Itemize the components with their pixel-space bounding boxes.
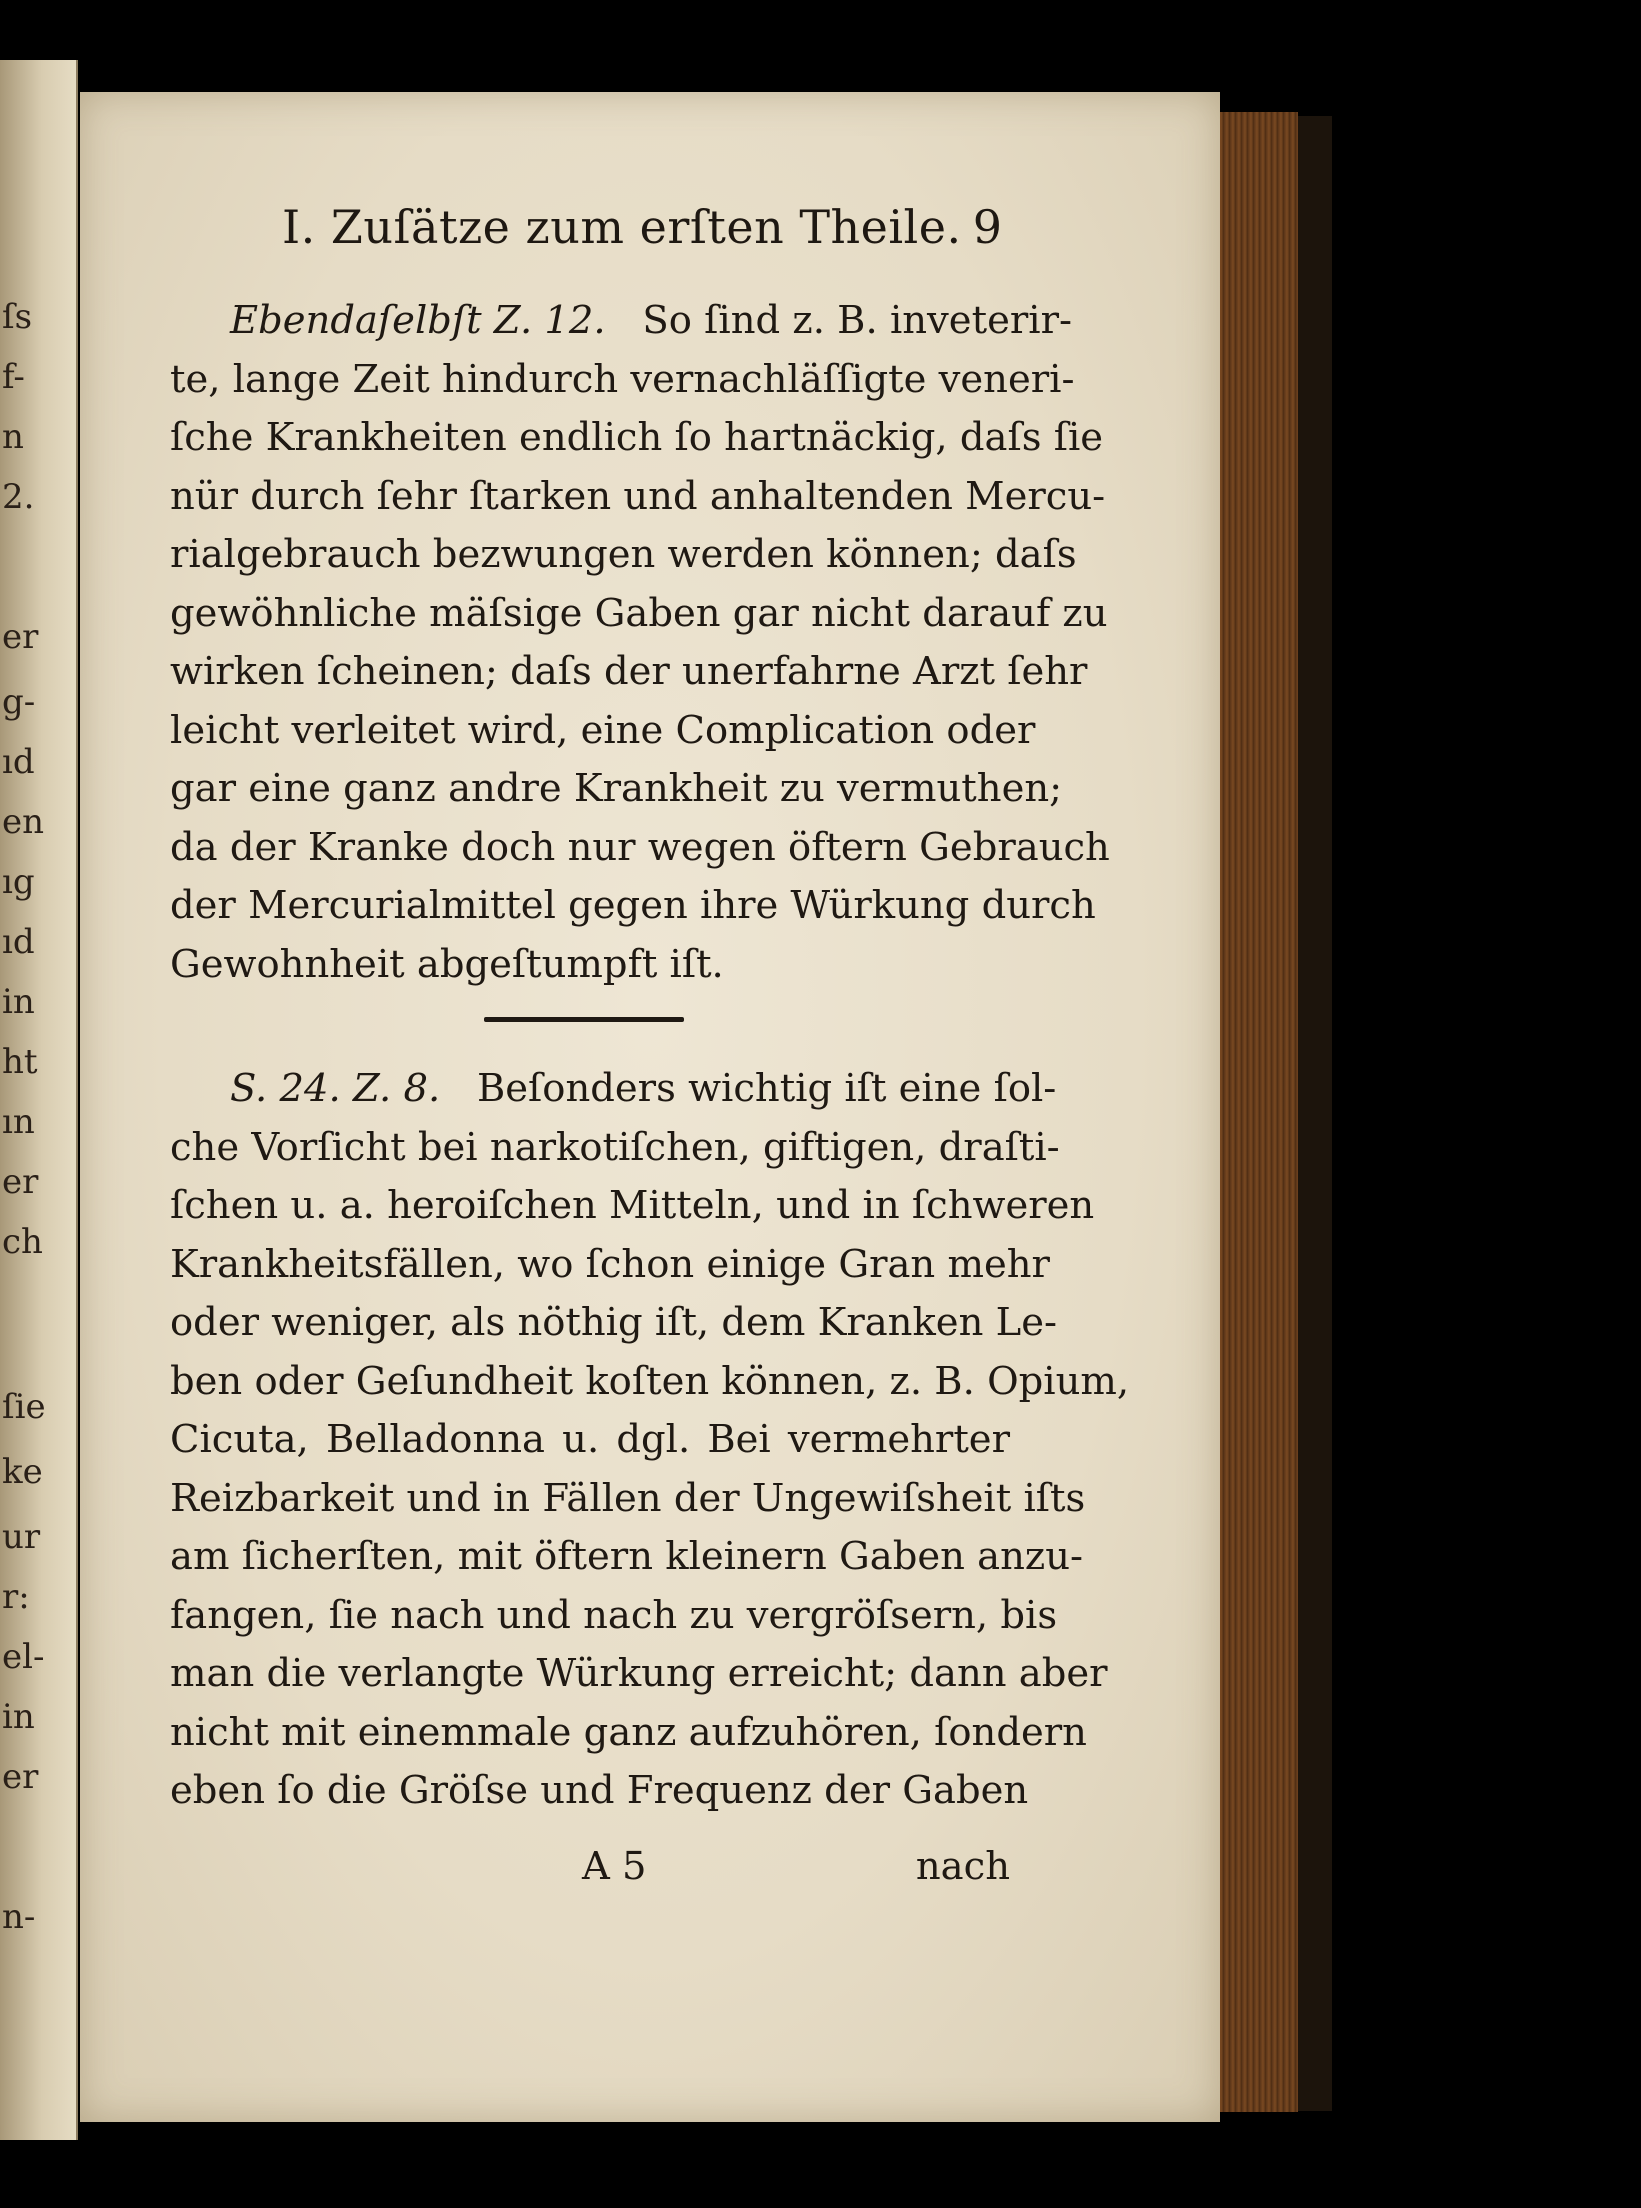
text-line: nür durch ſehr ſtarken und anhaltenden Mercu-: [170, 473, 1106, 519]
left-fragment: ch: [2, 1222, 43, 1262]
text-line: nicht mit einemmale ganz aufzuhören, ſondern: [170, 1709, 1087, 1755]
text-line: Ebendaſelbſt Z. 12. So ſind z. B. inveterir-: [230, 298, 1072, 343]
running-header: [282, 200, 1002, 270]
text-line: Cicuta, Belladonna u. dgl. Bei vermehrter: [170, 1417, 1010, 1462]
left-fragment: 2.: [2, 477, 35, 517]
text-line: che Vorſicht bei narkotiſchen, giftigen, draſti-: [170, 1124, 1060, 1170]
left-fragment: ht: [2, 1042, 38, 1082]
text-line: ſchen u. a. heroiſchen Mitteln, und in ſchweren: [170, 1183, 1095, 1228]
header-title: I. Zuſätze zum erſten Theile.: [282, 200, 962, 254]
text-line: S. 24. Z. 8. Beſonders wichtig iſt eine ſol-: [230, 1066, 1057, 1111]
paragraph-1: [170, 292, 1110, 994]
left-fragment: n-: [2, 1897, 36, 1937]
text-line: der Mercurialmittel gegen ihre Würkung durch: [170, 883, 1096, 928]
left-fragment: ın: [2, 1102, 35, 1142]
left-fragment: in: [2, 982, 35, 1022]
paragraph-2: [170, 1060, 1130, 1821]
text-line: Krankheitsfällen, wo ſchon einige Gran mehr: [170, 1241, 1050, 1287]
left-fragment: ſie: [2, 1387, 46, 1427]
text-line: am ſicherſten, mit öftern kleinern Gaben anzu-: [170, 1534, 1084, 1579]
catchword: nach: [915, 1844, 1010, 1889]
signature-mark: A 5: [582, 1844, 647, 1889]
text-line: fangen, ſie nach und nach zu vergröſsern, bis: [170, 1592, 1058, 1638]
text-line: oder weniger, als nöthig iſt, dem Kranken Le-: [170, 1300, 1057, 1345]
text-line: ſche Krankheiten endlich ſo hartnäckig, daſs ſie: [170, 415, 1104, 460]
text-line: rialgebrauch bezwungen werden können; daſs: [170, 532, 1077, 577]
left-fragment: f-: [2, 357, 25, 397]
left-fragment: ke: [2, 1452, 43, 1492]
section-divider: [484, 1017, 684, 1022]
text-line: gewöhnliche mäſsige Gaben gar nicht darauf zu: [170, 590, 1108, 636]
left-fragment: g-: [2, 682, 36, 722]
text-line: gar eine ganz andre Krankheit zu vermuthen;: [170, 766, 1063, 811]
text-line: Reizbarkeit und in Fällen der Ungewiſsheit iſts: [170, 1475, 1086, 1521]
left-fragment: ſs: [2, 297, 33, 337]
reference: Ebendaſelbſt Z. 12.: [230, 298, 606, 343]
left-fragment: ıd: [2, 922, 35, 962]
left-fragment: in: [2, 1697, 35, 1737]
left-page-edge: [0, 60, 78, 2140]
text-line: eben ſo die Gröſse und Frequenz der Gaben: [170, 1768, 1029, 1813]
page-footer: [170, 1838, 1010, 1898]
page-number: 9: [972, 200, 1002, 254]
left-fragment: er: [2, 1757, 39, 1797]
book-cover: [1298, 116, 1332, 2111]
left-fragment: en: [2, 802, 45, 842]
left-fragment: ur: [2, 1517, 41, 1557]
left-fragment: n: [2, 417, 24, 457]
text-line: te, lange Zeit hindurch vernachläſſigte veneri-: [170, 356, 1075, 402]
left-fragment: er: [2, 617, 39, 657]
left-fragment: r:: [2, 1577, 30, 1617]
left-fragment: ıd: [2, 742, 35, 782]
text-line: man die verlangte Würkung erreicht; dann aber: [170, 1651, 1108, 1696]
left-fragment: ıg: [2, 862, 35, 902]
text-line: Gewohnheit abgeſtumpft iſt.: [170, 941, 724, 987]
left-fragment: er: [2, 1162, 39, 1202]
text-line: ben oder Geſundheit koſten können, z. B. Opium,: [170, 1358, 1130, 1404]
text-line: wirken ſcheinen; daſs der unerfahrne Arzt ſehr: [170, 649, 1088, 694]
left-fragment: el-: [2, 1637, 45, 1677]
text-line: leicht verleitet wird, eine Complication oder: [170, 707, 1036, 753]
reference: S. 24. Z. 8.: [230, 1066, 441, 1111]
text-line: da der Kranke doch nur wegen öftern Gebrauch: [170, 824, 1110, 870]
